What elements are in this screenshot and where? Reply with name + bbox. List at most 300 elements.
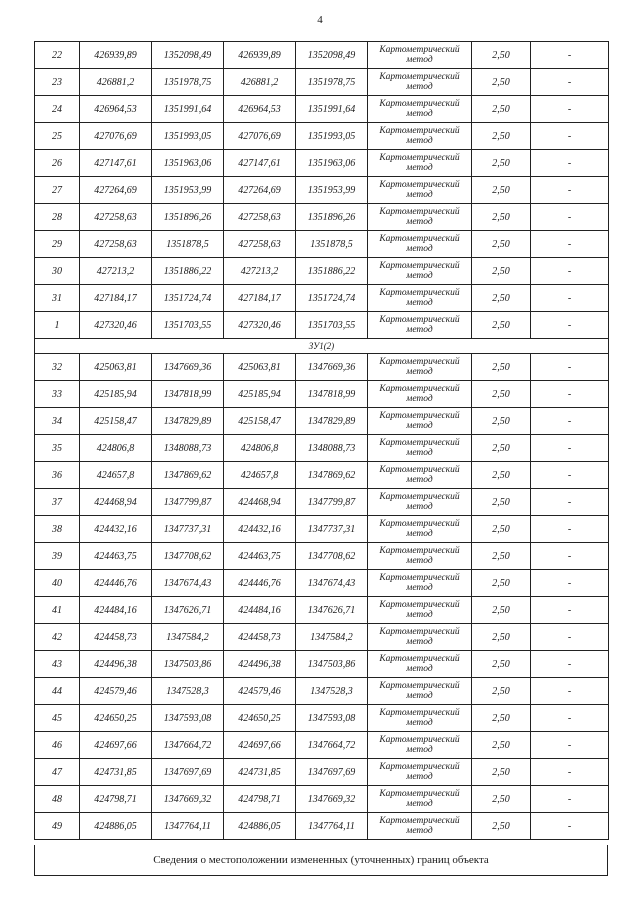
y-new-cell: 1347869,62 [296,462,368,489]
x-existing-cell: 424463,75 [80,543,152,570]
precision-cell: 2,50 [472,732,531,759]
description-cell: - [531,354,609,381]
precision-cell: 2,50 [472,705,531,732]
description-cell: - [531,624,609,651]
precision-cell: 2,50 [472,258,531,285]
method-line-2: метод [406,583,433,593]
method-line-1: Картометрический [379,654,460,664]
method-line-1: Картометрический [379,438,460,448]
table-row [35,651,609,678]
precision-cell: 2,50 [472,381,531,408]
y-existing-cell: 1347528,3 [152,678,224,705]
method-cell [368,285,472,312]
method-line-2: метод [406,82,433,92]
method-line-1: Картометрический [379,153,460,163]
description-cell: - [531,69,609,96]
x-existing-cell: 425063,81 [80,354,152,381]
y-existing-cell: 1347799,87 [152,489,224,516]
precision-cell: 2,50 [472,759,531,786]
x-new-cell: 424697,66 [224,732,296,759]
table-row [35,177,609,204]
method-line-2: метод [406,637,433,647]
method-line-1: Картометрический [379,627,460,637]
method-line-1: Картометрический [379,384,460,394]
table-row [35,381,609,408]
x-existing-cell: 426964,53 [80,96,152,123]
point-number-cell: 1 [35,312,80,339]
method-line-2: метод [406,448,433,458]
precision-cell: 2,50 [472,150,531,177]
description-cell: - [531,543,609,570]
y-existing-cell: 1348088,73 [152,435,224,462]
method-line-2: метод [406,475,433,485]
table-row [35,732,609,759]
method-line-2: метод [406,772,433,782]
y-new-cell: 1351724,74 [296,285,368,312]
x-existing-cell: 424697,66 [80,732,152,759]
point-number-cell: 49 [35,813,80,840]
x-existing-cell: 425158,47 [80,408,152,435]
precision-cell: 2,50 [472,543,531,570]
x-new-cell: 424458,73 [224,624,296,651]
method-line-1: Картометрический [379,315,460,325]
x-existing-cell: 424496,38 [80,651,152,678]
x-new-cell: 427184,17 [224,285,296,312]
precision-cell: 2,50 [472,435,531,462]
table-row [35,312,609,339]
y-existing-cell: 1347503,86 [152,651,224,678]
method-cell [368,732,472,759]
point-number-cell: 44 [35,678,80,705]
method-line-2: метод [406,502,433,512]
x-new-cell: 426964,53 [224,96,296,123]
page-number: 4 [317,14,323,26]
description-cell: - [531,123,609,150]
point-number-cell: 24 [35,96,80,123]
method-line-2: метод [406,190,433,200]
coordinates-table-body [35,42,609,840]
y-new-cell: 1351953,99 [296,177,368,204]
method-line-2: метод [406,610,433,620]
table-row [35,624,609,651]
table-row [35,96,609,123]
y-new-cell: 1347708,62 [296,543,368,570]
y-new-cell: 1351963,06 [296,150,368,177]
point-number-cell: 25 [35,123,80,150]
table-row [35,759,609,786]
table-row [35,813,609,840]
y-existing-cell: 1351896,26 [152,204,224,231]
precision-cell: 2,50 [472,354,531,381]
point-number-cell: 40 [35,570,80,597]
method-cell [368,489,472,516]
x-new-cell: 427264,69 [224,177,296,204]
description-cell: - [531,705,609,732]
method-line-2: метод [406,55,433,65]
method-cell [368,312,472,339]
y-existing-cell: 1347869,62 [152,462,224,489]
x-existing-cell: 427264,69 [80,177,152,204]
y-new-cell: 1347503,86 [296,651,368,678]
method-cell [368,516,472,543]
x-existing-cell: 424484,16 [80,597,152,624]
method-line-1: Картометрический [379,72,460,82]
description-cell: - [531,204,609,231]
description-cell: - [531,678,609,705]
method-cell [368,597,472,624]
description-cell: - [531,96,609,123]
x-new-cell: 424657,8 [224,462,296,489]
method-line-1: Картометрический [379,357,460,367]
method-line-2: метод [406,325,433,335]
y-existing-cell: 1352098,49 [152,42,224,69]
x-new-cell: 424432,16 [224,516,296,543]
point-number-cell: 46 [35,732,80,759]
y-existing-cell: 1347626,71 [152,597,224,624]
description-cell: - [531,759,609,786]
x-new-cell: 425185,94 [224,381,296,408]
description-cell: - [531,42,609,69]
x-new-cell: 424496,38 [224,651,296,678]
precision-cell: 2,50 [472,312,531,339]
method-cell [368,96,472,123]
method-cell [368,408,472,435]
method-cell [368,651,472,678]
x-existing-cell: 424650,25 [80,705,152,732]
y-existing-cell: 1347818,99 [152,381,224,408]
method-line-1: Картометрический [379,411,460,421]
method-cell [368,543,472,570]
y-new-cell: 1351896,26 [296,204,368,231]
precision-cell: 2,50 [472,678,531,705]
table-row [35,489,609,516]
table-row [35,123,609,150]
y-new-cell: 1351878,5 [296,231,368,258]
y-existing-cell: 1347674,43 [152,570,224,597]
y-new-cell: 1347818,99 [296,381,368,408]
x-existing-cell: 425185,94 [80,381,152,408]
method-line-2: метод [406,799,433,809]
x-new-cell: 424798,71 [224,786,296,813]
precision-cell: 2,50 [472,651,531,678]
precision-cell: 2,50 [472,177,531,204]
method-line-2: метод [406,718,433,728]
method-line-1: Картометрический [379,288,460,298]
method-line-2: метод [406,421,433,431]
y-new-cell: 1347528,3 [296,678,368,705]
x-existing-cell: 424806,8 [80,435,152,462]
precision-cell: 2,50 [472,408,531,435]
y-existing-cell: 1347664,72 [152,732,224,759]
x-new-cell: 425063,81 [224,354,296,381]
x-new-cell: 424650,25 [224,705,296,732]
table-row [35,42,609,69]
point-number-cell: 41 [35,597,80,624]
table-row [35,570,609,597]
y-new-cell: 1351703,55 [296,312,368,339]
precision-cell: 2,50 [472,285,531,312]
description-cell: - [531,786,609,813]
method-cell [368,813,472,840]
x-new-cell: 424886,05 [224,813,296,840]
method-cell [368,678,472,705]
y-new-cell: 1347626,71 [296,597,368,624]
description-cell: - [531,258,609,285]
description-cell: - [531,732,609,759]
description-cell: - [531,651,609,678]
precision-cell: 2,50 [472,42,531,69]
method-line-1: Картометрический [379,762,460,772]
point-number-cell: 36 [35,462,80,489]
y-existing-cell: 1351978,75 [152,69,224,96]
method-cell [368,381,472,408]
point-number-cell: 26 [35,150,80,177]
y-existing-cell: 1351991,64 [152,96,224,123]
precision-cell: 2,50 [472,69,531,96]
x-new-cell: 424463,75 [224,543,296,570]
description-cell: - [531,285,609,312]
y-existing-cell: 1347697,69 [152,759,224,786]
precision-cell: 2,50 [472,204,531,231]
method-line-2: метод [406,136,433,146]
x-new-cell: 426881,2 [224,69,296,96]
point-number-cell: 39 [35,543,80,570]
method-line-2: метод [406,664,433,674]
method-line-1: Картометрический [379,708,460,718]
precision-cell: 2,50 [472,570,531,597]
y-new-cell: 1347737,31 [296,516,368,543]
point-number-cell: 31 [35,285,80,312]
point-number-cell: 48 [35,786,80,813]
method-line-2: метод [406,109,433,119]
method-line-2: метод [406,745,433,755]
method-line-1: Картометрический [379,492,460,502]
y-existing-cell: 1351724,74 [152,285,224,312]
y-new-cell: 1348088,73 [296,435,368,462]
point-number-cell: 22 [35,42,80,69]
description-cell: - [531,408,609,435]
method-cell [368,69,472,96]
table-row [35,408,609,435]
point-number-cell: 42 [35,624,80,651]
y-existing-cell: 1347708,62 [152,543,224,570]
method-line-1: Картометрический [379,234,460,244]
precision-cell: 2,50 [472,813,531,840]
point-number-cell: 32 [35,354,80,381]
y-existing-cell: 1347584,2 [152,624,224,651]
method-line-1: Картометрический [379,180,460,190]
table-row [35,678,609,705]
table-row [35,597,609,624]
x-existing-cell: 427076,69 [80,123,152,150]
y-new-cell: 1347664,72 [296,732,368,759]
x-existing-cell: 426881,2 [80,69,152,96]
x-new-cell: 425158,47 [224,408,296,435]
table-row [35,354,609,381]
table-row [35,69,609,96]
y-new-cell: 1347697,69 [296,759,368,786]
coordinates-table [34,41,609,840]
method-line-1: Картометрический [379,573,460,583]
point-number-cell: 30 [35,258,80,285]
x-new-cell: 424806,8 [224,435,296,462]
x-new-cell: 427258,63 [224,204,296,231]
method-cell [368,123,472,150]
y-existing-cell: 1351993,05 [152,123,224,150]
method-cell [368,231,472,258]
x-existing-cell: 424731,85 [80,759,152,786]
method-cell [368,435,472,462]
precision-cell: 2,50 [472,123,531,150]
y-existing-cell: 1351953,99 [152,177,224,204]
point-number-cell: 28 [35,204,80,231]
x-existing-cell: 426939,89 [80,42,152,69]
x-new-cell: 424579,46 [224,678,296,705]
x-new-cell: 424484,16 [224,597,296,624]
method-line-1: Картометрический [379,99,460,109]
method-cell [368,624,472,651]
method-line-2: метод [406,394,433,404]
y-new-cell: 1347674,43 [296,570,368,597]
x-existing-cell: 427258,63 [80,204,152,231]
x-existing-cell: 427147,61 [80,150,152,177]
precision-cell: 2,50 [472,786,531,813]
x-existing-cell: 424657,8 [80,462,152,489]
y-new-cell: 1351991,64 [296,96,368,123]
precision-cell: 2,50 [472,462,531,489]
method-cell [368,759,472,786]
y-existing-cell: 1347669,32 [152,786,224,813]
x-new-cell: 424446,76 [224,570,296,597]
table-row [35,462,609,489]
method-line-1: Картометрический [379,261,460,271]
method-line-1: Картометрический [379,126,460,136]
y-new-cell: 1347764,11 [296,813,368,840]
table-row [35,258,609,285]
method-line-1: Картометрический [379,681,460,691]
precision-cell: 2,50 [472,231,531,258]
x-new-cell: 424468,94 [224,489,296,516]
method-cell [368,786,472,813]
method-line-2: метод [406,163,433,173]
description-cell: - [531,489,609,516]
description-cell: - [531,516,609,543]
section-row [35,339,609,354]
y-new-cell: 1351993,05 [296,123,368,150]
description-cell: - [531,813,609,840]
method-line-2: метод [406,298,433,308]
method-cell [368,705,472,732]
point-number-cell: 43 [35,651,80,678]
y-new-cell: 1347829,89 [296,408,368,435]
point-number-cell: 47 [35,759,80,786]
method-cell [368,462,472,489]
y-new-cell: 1351886,22 [296,258,368,285]
point-number-cell: 35 [35,435,80,462]
x-new-cell: 427147,61 [224,150,296,177]
y-existing-cell: 1347669,36 [152,354,224,381]
y-new-cell: 1347799,87 [296,489,368,516]
method-cell [368,177,472,204]
y-new-cell: 1347593,08 [296,705,368,732]
method-line-1: Картометрический [379,519,460,529]
table-row [35,786,609,813]
method-cell [368,42,472,69]
table-row [35,204,609,231]
x-new-cell: 427258,63 [224,231,296,258]
table-row [35,435,609,462]
method-cell [368,570,472,597]
method-line-1: Картометрический [379,600,460,610]
x-existing-cell: 427258,63 [80,231,152,258]
method-line-1: Картометрический [379,735,460,745]
table-row [35,705,609,732]
y-existing-cell: 1351963,06 [152,150,224,177]
x-existing-cell: 427213,2 [80,258,152,285]
method-line-1: Картометрический [379,816,460,826]
method-cell [368,354,472,381]
y-new-cell: 1347584,2 [296,624,368,651]
x-existing-cell: 424468,94 [80,489,152,516]
x-new-cell: 427320,46 [224,312,296,339]
table-row [35,543,609,570]
x-existing-cell: 424579,46 [80,678,152,705]
method-cell [368,150,472,177]
y-new-cell: 1347669,36 [296,354,368,381]
precision-cell: 2,50 [472,489,531,516]
method-line-2: метод [406,217,433,227]
method-cell [368,258,472,285]
y-existing-cell: 1347593,08 [152,705,224,732]
x-existing-cell: 424432,16 [80,516,152,543]
point-number-cell: 45 [35,705,80,732]
y-existing-cell: 1347829,89 [152,408,224,435]
precision-cell: 2,50 [472,516,531,543]
x-existing-cell: 424798,71 [80,786,152,813]
description-cell: - [531,231,609,258]
x-new-cell: 424731,85 [224,759,296,786]
y-new-cell: 1352098,49 [296,42,368,69]
method-line-2: метод [406,244,433,254]
method-line-2: метод [406,826,433,836]
y-existing-cell: 1351886,22 [152,258,224,285]
y-existing-cell: 1347737,31 [152,516,224,543]
method-line-1: Картометрический [379,45,460,55]
x-new-cell: 427213,2 [224,258,296,285]
description-cell: - [531,570,609,597]
point-number-cell: 33 [35,381,80,408]
y-existing-cell: 1347764,11 [152,813,224,840]
description-cell: - [531,177,609,204]
description-cell: - [531,381,609,408]
description-cell: - [531,150,609,177]
x-new-cell: 427076,69 [224,123,296,150]
method-line-2: метод [406,271,433,281]
y-new-cell: 1347669,32 [296,786,368,813]
point-number-cell: 34 [35,408,80,435]
method-line-1: Картометрический [379,465,460,475]
method-line-1: Картометрический [379,546,460,556]
x-existing-cell: 424886,05 [80,813,152,840]
x-new-cell: 426939,89 [224,42,296,69]
y-existing-cell: 1351878,5 [152,231,224,258]
method-line-1: Картометрический [379,789,460,799]
table-row [35,150,609,177]
point-number-cell: 37 [35,489,80,516]
description-cell: - [531,312,609,339]
y-existing-cell: 1351703,55 [152,312,224,339]
method-line-2: метод [406,529,433,539]
